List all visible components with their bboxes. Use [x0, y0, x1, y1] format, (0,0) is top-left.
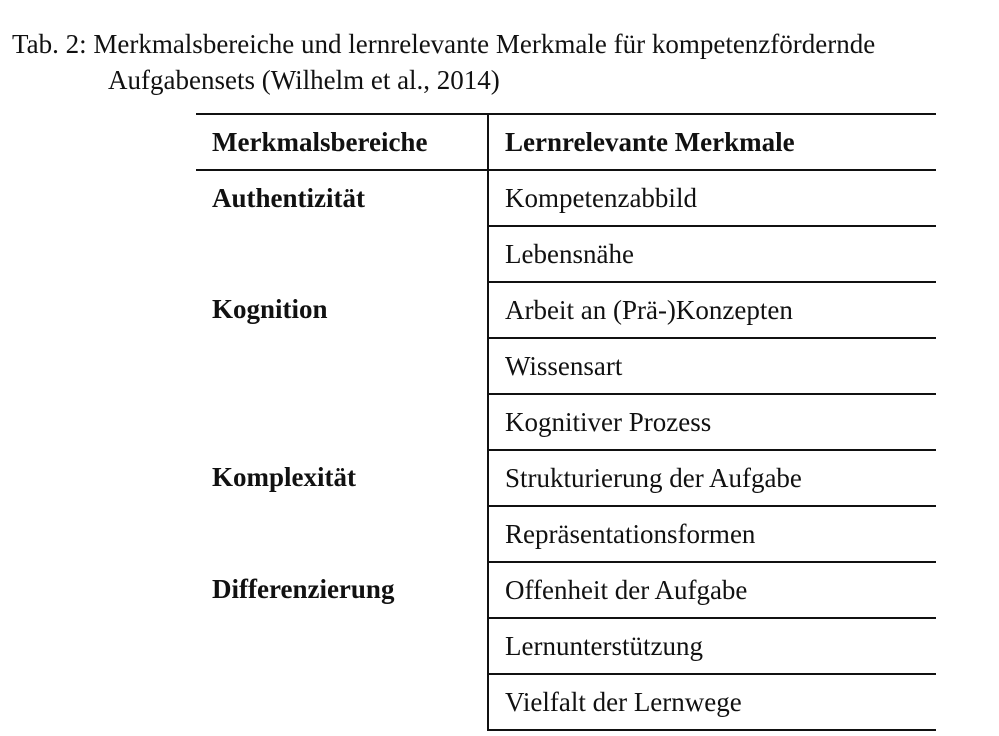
table-header-row: [196, 114, 936, 170]
merkmal-cell: Kognitiver Prozess: [488, 394, 936, 450]
table-row: [196, 282, 936, 338]
merkmalsbereich-cell: Komplexität: [196, 450, 488, 562]
table-row: [196, 450, 936, 506]
merkmal-cell: Lebensnähe: [488, 226, 936, 282]
feature-table: [196, 113, 936, 731]
merkmal-cell: Kompetenzabbild: [488, 170, 936, 226]
caption-line-1: Tab. 2: Merkmalsbereiche und lernrelevante Merkmale für kompetenzfördernde: [12, 29, 876, 59]
caption-line-2: Aufgabensets (Wilhelm et al., 2014): [108, 65, 500, 95]
merkmalsbereich-cell: Kognition: [196, 282, 488, 450]
header-merkmalsbereiche: Merkmalsbereiche: [196, 114, 488, 170]
merkmalsbereich-cell: Differenzierung: [196, 562, 488, 730]
header-lernrelevante-merkmale: Lernrelevante Merkmale: [505, 127, 795, 157]
table-body: [196, 170, 936, 730]
merkmal-cell: Arbeit an (Prä-)Konzepten: [488, 282, 936, 338]
merkmal-cell: Wissensart: [488, 338, 936, 394]
table-row: [196, 562, 936, 618]
merkmal-cell: Vielfalt der Lernwege: [488, 674, 936, 730]
merkmalsbereich-cell: Authentizität: [196, 170, 488, 282]
table-row: [196, 170, 936, 226]
merkmal-cell: Repräsentationsformen: [488, 506, 936, 562]
merkmal-cell: Lernunterstützung: [488, 618, 936, 674]
merkmal-cell: Offenheit der Aufgabe: [488, 562, 936, 618]
table-caption: [12, 26, 982, 98]
merkmal-cell: Strukturierung der Aufgabe: [488, 450, 936, 506]
